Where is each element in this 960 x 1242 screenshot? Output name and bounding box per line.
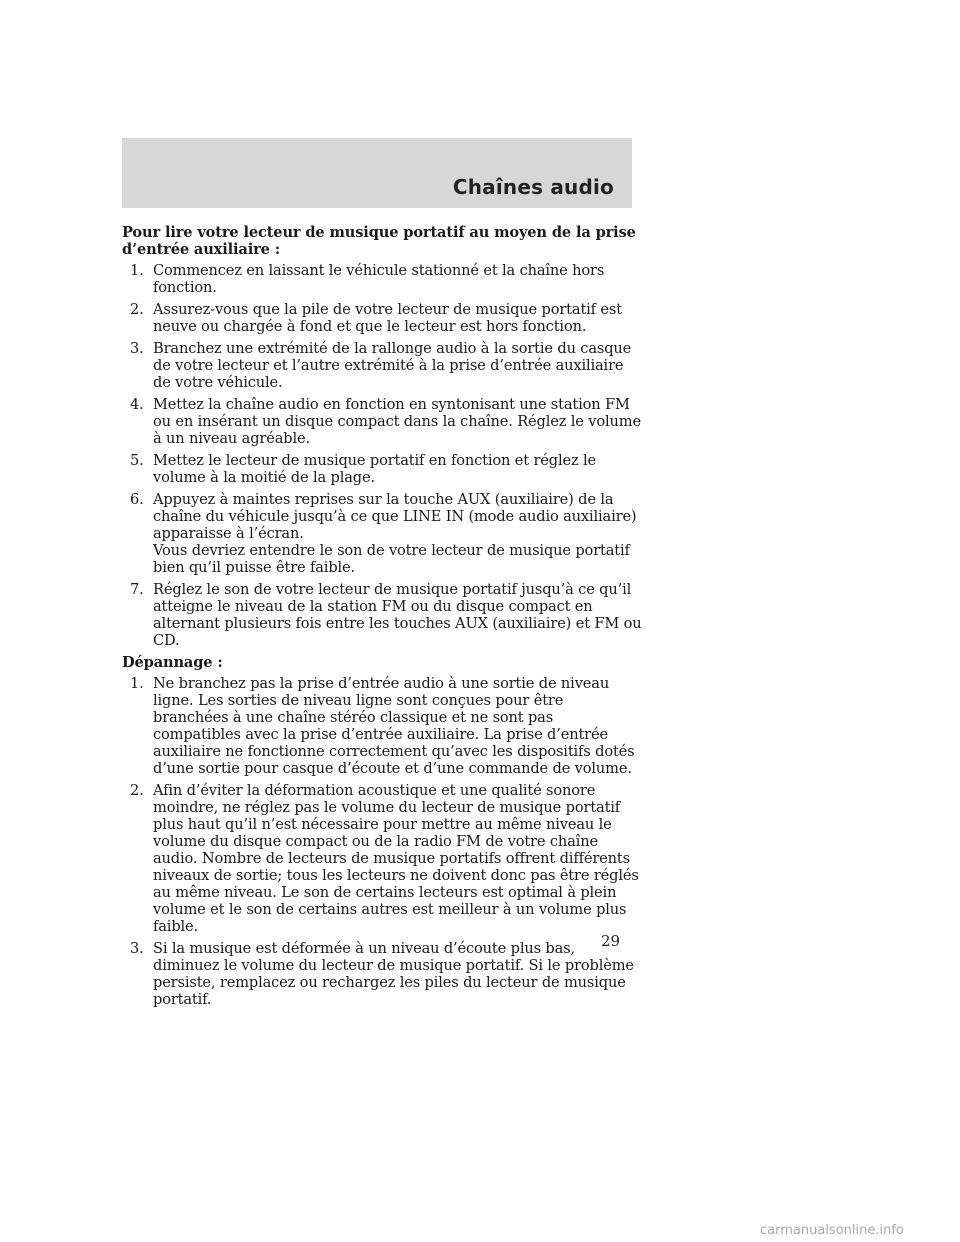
step-text: Mettez le lecteur de musique portatif en fonction et réglez le volume à la moitié de la plage.	[153, 452, 596, 486]
page-content	[122, 224, 642, 1013]
step-item	[122, 301, 642, 335]
troubleshooting-list	[122, 675, 642, 1008]
item-text: Ne branchez pas la prise d’entrée audio à une sortie de niveau ligne. Les sorties de niveau ligne sont conçues pour être branchées à une chaîne stéréo classique et ne sont pas compatibles avec la prise d’entrée auxiliaire. La prise d’entrée auxiliaire ne fonctionne correctement qu’avec les dispositifs dotés d’une sortie pour casque d’écoute et d’une commande de volume.	[153, 675, 635, 777]
item-text: Si la musique est déformée à un niveau d’écoute plus bas, diminuez le volume du lecteur de musique portatif. Si le problème persiste, remplacez ou rechargez les piles du lecteur de musique portatif.	[153, 940, 634, 1008]
step-number: 6.	[130, 491, 144, 508]
step-number: 3.	[130, 340, 144, 357]
step-number: 2.	[130, 301, 144, 318]
step-text: Commencez en laissant le véhicule stationné et la chaîne hors fonction.	[153, 262, 605, 296]
troubleshooting-heading: Dépannage :	[122, 654, 223, 671]
step-text: Assurez-vous que la pile de votre lecteur de musique portatif est neuve ou chargée à fond et que le lecteur est hors fonction.	[153, 301, 622, 335]
section-header-band	[122, 138, 632, 208]
step-number: 7.	[130, 581, 144, 598]
step-item	[122, 452, 642, 486]
step-text: Appuyez à maintes reprises sur la touche AUX (auxiliaire) de la chaîne du véhicule jusqu’à ce que LINE IN (mode audio auxiliaire) apparaisse à l’écran.	[153, 491, 637, 542]
section-title: Chaînes audio	[452, 175, 614, 199]
site-watermark: carmanualsonline.info	[760, 1223, 904, 1238]
step-item	[122, 262, 642, 296]
step-item	[122, 396, 642, 447]
step-item	[122, 581, 642, 649]
step-text: Réglez le son de votre lecteur de musique portatif jusqu’à ce qu’il atteigne le niveau de la station FM ou du disque compact en alternant plusieurs fois entre les touches AUX (auxiliaire) et FM ou CD.	[153, 581, 642, 649]
step-text: Mettez la chaîne audio en fonction en syntonisant une station FM ou en insérant un disque compact dans la chaîne. Réglez le volume à un niveau agréable.	[153, 396, 641, 447]
step-note: Vous devriez entendre le son de votre lecteur de musique portatif bien qu’il puisse être faible.	[153, 542, 630, 576]
item-number: 1.	[130, 675, 144, 692]
step-number: 4.	[130, 396, 144, 413]
item-text: Afin d’éviter la déformation acoustique et une qualité sonore moindre, ne réglez pas le volume du lecteur de musique portatif plus haut qu’il n’est nécessaire pour mettre au même niveau le volume du disque compact ou de la radio FM de votre chaîne audio. Nombre de lecteurs de musique portatifs offrent différents niveaux de sortie; tous les lecteurs ne doivent donc pas être réglés au même niveau. Le son de certains lecteurs est optimal à plein volume et le son de certains autres est meilleur à un volume plus faible.	[153, 782, 639, 935]
page-number: 29	[601, 932, 621, 950]
step-text: Branchez une extrémité de la rallonge audio à la sortie du casque de votre lecteur et l’autre extrémité à la prise d’entrée auxiliaire de votre véhicule.	[153, 340, 632, 391]
item-number: 3.	[130, 940, 144, 957]
instructions-heading: Pour lire votre lecteur de musique portatif au moyen de la prise d’entrée auxiliaire :	[122, 224, 636, 258]
troubleshooting-item	[122, 782, 642, 935]
step-number: 1.	[130, 262, 144, 279]
troubleshooting-item	[122, 675, 642, 777]
step-item	[122, 340, 642, 391]
step-item	[122, 491, 642, 576]
troubleshooting-item	[122, 940, 642, 1008]
step-number: 5.	[130, 452, 144, 469]
steps-list	[122, 262, 642, 649]
item-number: 2.	[130, 782, 144, 799]
